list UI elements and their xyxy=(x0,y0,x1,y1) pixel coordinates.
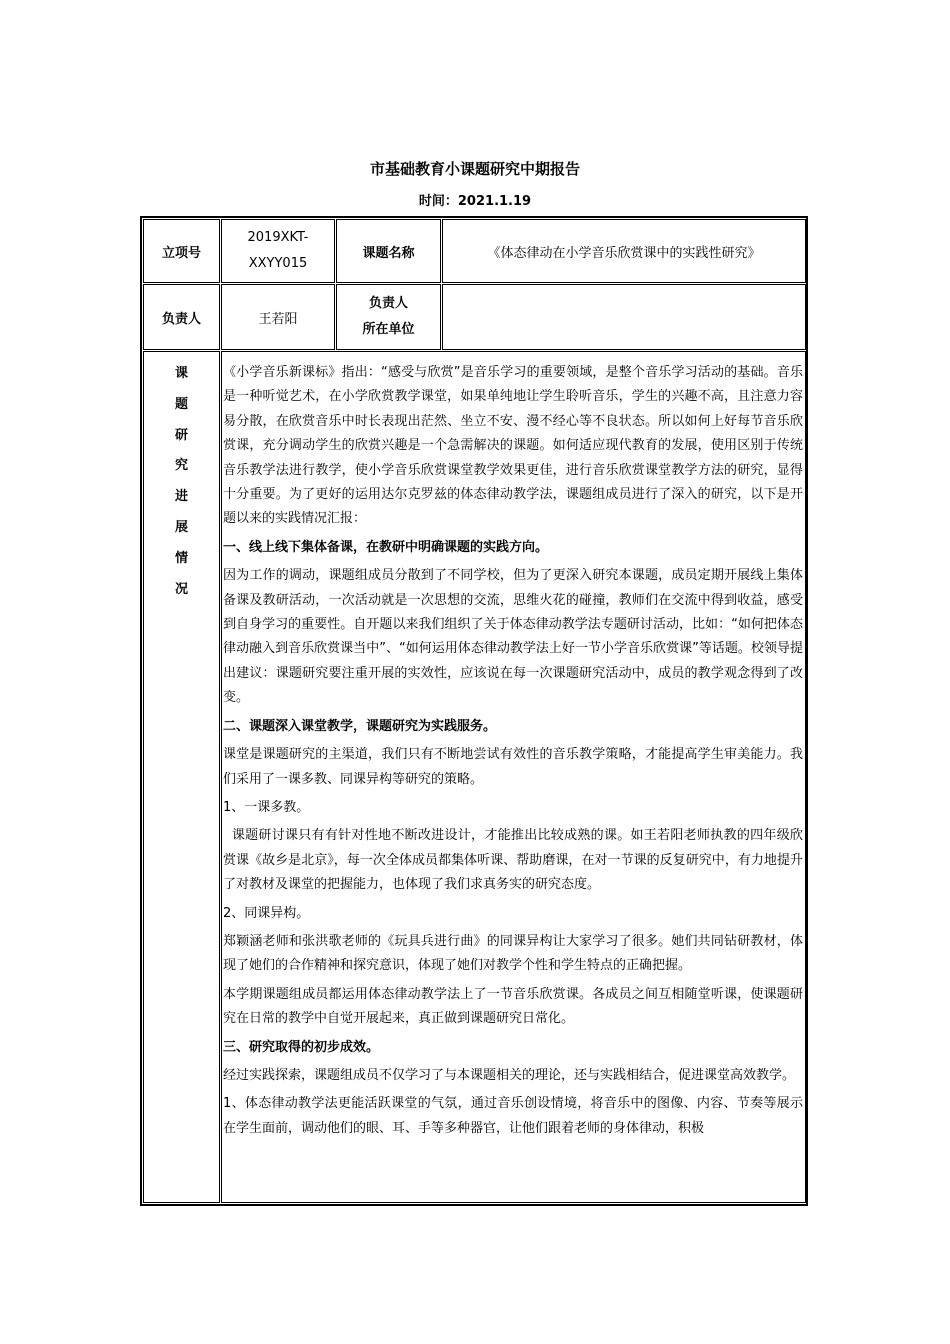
unit-value xyxy=(442,284,806,350)
section-heading-3: 三、研究取得的初步成效。 xyxy=(223,1039,380,1055)
paragraph: 郑颖涵老师和张洪歌老师的《玩具兵进行曲》的同课异构让大家学习了很多。她们共同钻研教材，体现了她们的合作精神和探究意识，体现了她们对教学个性和学生特点的正确把握。 xyxy=(223,933,803,974)
section-heading-2: 二、课题深入课堂教学，课题研究为实践服务。 xyxy=(223,718,497,734)
project-number-label: 立项号 xyxy=(143,219,220,283)
unit-label-line1: 负责人 xyxy=(368,296,408,311)
progress-label-char: 题 xyxy=(174,396,188,412)
person-in-charge-value: 王若阳 xyxy=(221,284,335,350)
project-name-value: 《体态律动在小学音乐欣赏课中的实践性研究》 xyxy=(442,219,806,283)
progress-label-char: 况 xyxy=(174,581,188,597)
paragraph: 本学期课题组成员都运用体态律动教学法上了一节音乐欣赏课。各成员之间互相随堂听课，使课题研究在日常的教学中自觉开展起来，真正做到课题研究日常化。 xyxy=(223,986,803,1027)
project-number-value xyxy=(221,219,335,283)
paragraph: 1、体态律动教学法更能活跃课堂的气氛，通过音乐创设情境，将音乐中的图像、内容、节奏等展示在学生面前，调动他们的眼、耳、手等多种器官，让他们跟着老师的身体律动，积极 xyxy=(223,1096,803,1136)
project-number-line2: XXYY015 xyxy=(248,256,308,271)
paragraph: 经过实践探索，课题组成员不仅学习了与本课题相关的理论，还与实践相结合，促进课堂高效教学。 xyxy=(223,1067,796,1083)
paragraph: 课堂是课题研究的主渠道，我们只有不断地尝试有效性的音乐教学策略，才能提高学生审美能力。我们采用了一课多教、同课异构等研究的策略。 xyxy=(223,747,803,787)
paragraph: 因为工作的调动，课题组成员分散到了不同学校，但为了更深入研究本课题，成员定期开展线上集体备课及教研活动，一次活动就是一次思想的交流，思维火花的碰撞，教师们在交流中得到收益，感受到自身学习的重要性。自开题以来我们组织了关于体态律动教学法专题研讨活动，比如：“如何把体态律动融入到音乐欣赏课当中”、“如何运用体态律动教学法上好一节小学音乐欣赏课”等话题。校领导提出建议：课题研究要注重开展的实效性，应该说在每一次课题研究活动中，成员的教学观念得到了改变。 xyxy=(223,568,803,706)
unit-label xyxy=(336,284,441,350)
project-name-label: 课题名称 xyxy=(336,219,441,283)
paragraph: 课题研讨课只有有针对性地不断改进设计，才能推出比较成熟的课。如王若阳老师执教的四年级欣赏课《故乡是北京》，每一次全体成员都集体听课、帮助磨课，在对一节课的反复研究中，有力地提升了对教材及课堂的把握能力，也体现了我们求真务实的研究态度。 xyxy=(223,828,803,893)
progress-label-char: 研 xyxy=(174,427,188,443)
subsection-heading-1: 1、一课多教。 xyxy=(223,799,310,815)
progress-label xyxy=(144,362,219,608)
progress-label-char: 情 xyxy=(174,550,188,566)
intro-paragraph: 《小学音乐新课标》指出：“感受与欣赏”是音乐学习的重要领域，是整个音乐学习活动的基础。音乐是一种听觉艺术，在小学欣赏教学课堂，如果单纯地让学生聆听音乐，学生的兴趣不高，且注意力容易分散，在欣赏音乐中时长表现出茫然、坐立不安、漫不经心等不良状态。所以如何上好每节音乐欣赏课，充分调动学生的欣赏兴趣是一个急需解决的课题。如何适应现代教育的发展，使用区别于传统音乐教学法进行教学，使小学音乐欣赏课堂教学效果更佳，进行音乐欣赏课堂教学方法的研究，显得十分重要。为了更好的运用达尔克罗兹的体态律动教学法，课题组成员进行了深入的研究，以下是开题以来的实践情况汇报： xyxy=(223,365,803,527)
section-heading-1: 一、线上线下集体备课，在教研中明确课题的实践方向。 xyxy=(223,539,549,555)
project-number-line1: 2019XKT- xyxy=(247,230,309,245)
progress-label-cell xyxy=(143,351,220,1203)
unit-label-line2: 所在单位 xyxy=(362,322,415,337)
progress-label-char: 究 xyxy=(174,458,188,474)
report-title: 市基础教育小课题研究中期报告 xyxy=(369,160,580,178)
progress-label-char: 课 xyxy=(174,366,188,381)
report-date: 时间：2021.1.19 xyxy=(418,194,532,209)
subsection-heading-2: 2、同课异构。 xyxy=(223,905,310,921)
progress-content xyxy=(221,351,806,1203)
person-in-charge-label: 负责人 xyxy=(143,284,220,350)
progress-label-char: 进 xyxy=(174,489,188,505)
progress-label-char: 展 xyxy=(174,519,188,535)
